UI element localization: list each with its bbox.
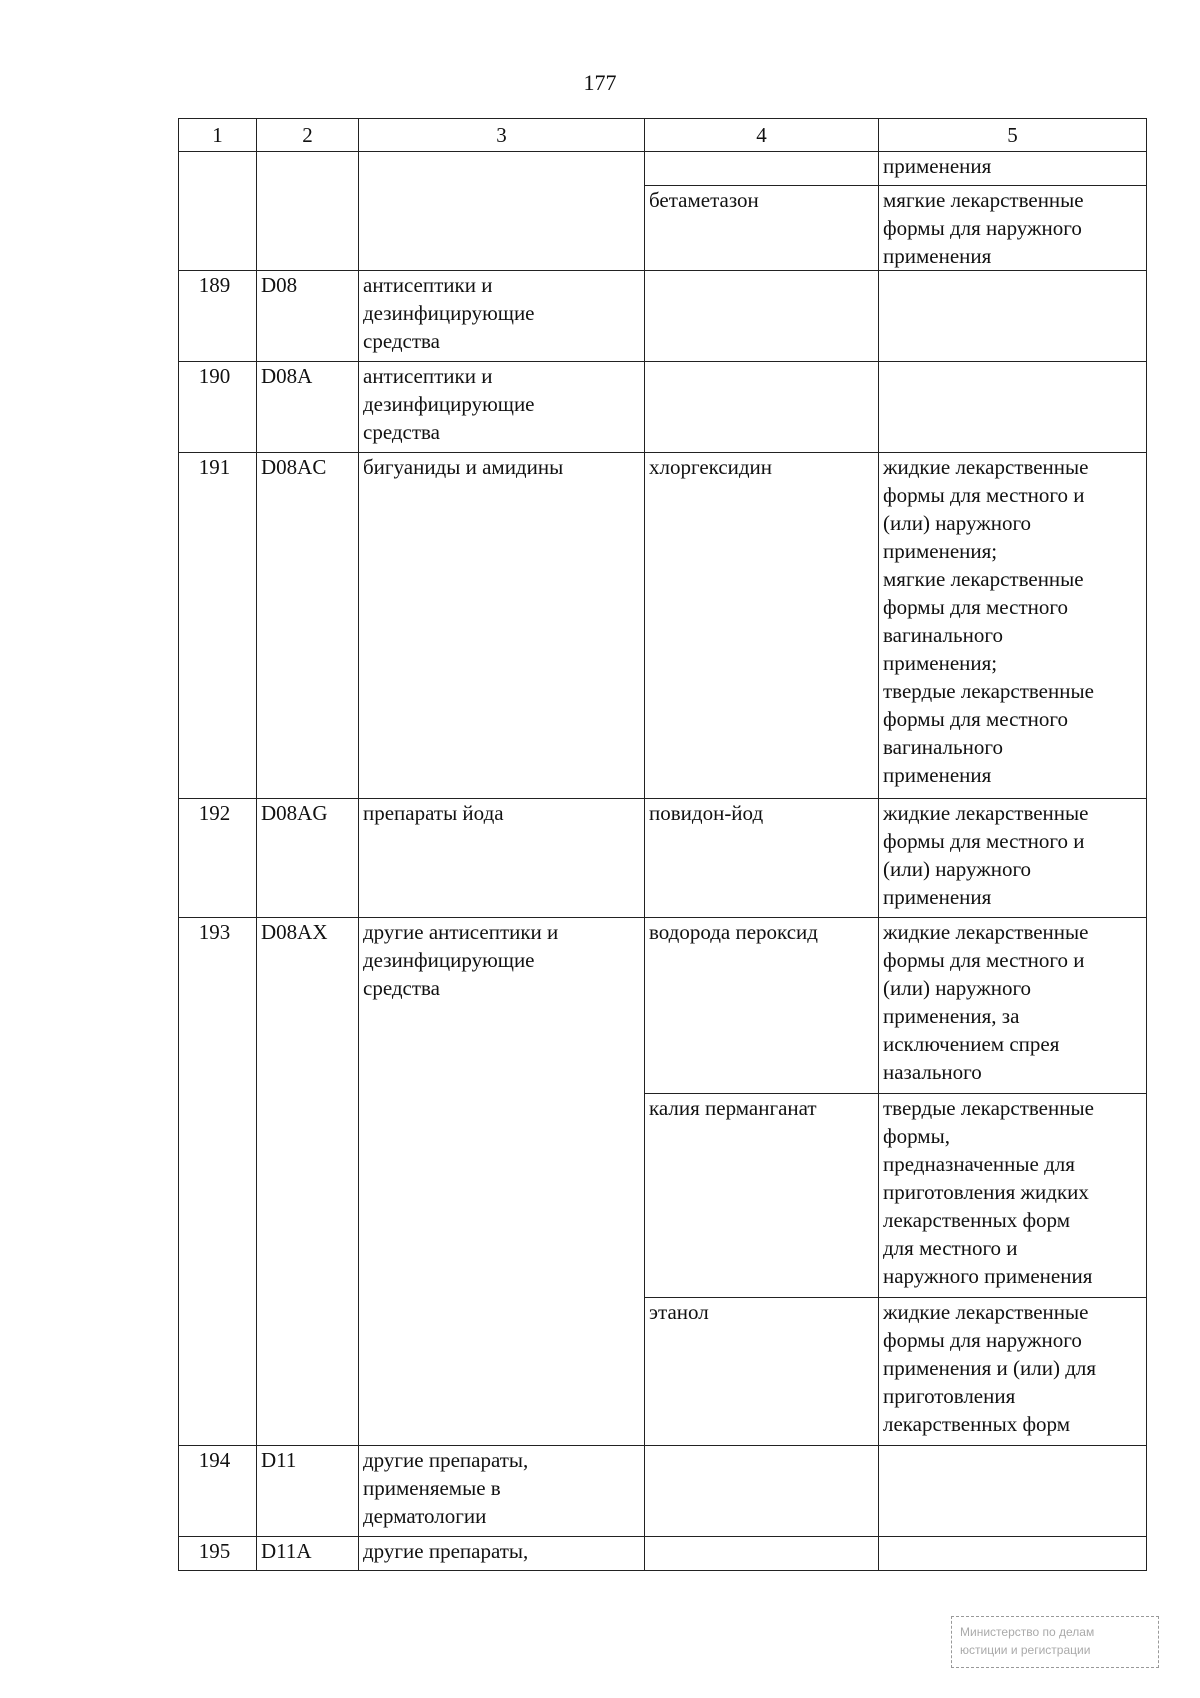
drug-name: этанол	[645, 1298, 879, 1446]
drug-name: калия перманганат	[645, 1094, 879, 1298]
dosage-form	[879, 1446, 1147, 1537]
dosage-form: жидкие лекарственные формы для местного и (или) наружного применения, за исключением спрея назального	[879, 918, 1147, 1094]
atc-group-name: другие препараты, применяемые в дерматологии	[359, 1446, 645, 1537]
atc-code: D11	[257, 1446, 359, 1537]
row-number: 194	[179, 1446, 257, 1537]
drug-name	[645, 1446, 879, 1537]
drug-name	[645, 1537, 879, 1571]
row-number: 190	[179, 362, 257, 453]
table-row	[179, 799, 1147, 918]
drug-name: хлоргексидин	[645, 453, 879, 799]
atc-code: D08AG	[257, 799, 359, 918]
row-number: 192	[179, 799, 257, 918]
dosage-form	[879, 271, 1147, 362]
header-col-2: 2	[257, 119, 359, 152]
atc-group-name: другие антисептики и дезинфицирующие средства	[359, 918, 645, 1446]
row-number	[179, 152, 257, 271]
header-col-4: 4	[645, 119, 879, 152]
atc-group-name: антисептики и дезинфицирующие средства	[359, 271, 645, 362]
drug-name	[645, 152, 879, 186]
medicines-table	[178, 118, 1147, 1571]
table-row	[179, 362, 1147, 453]
dosage-form: жидкие лекарственные формы для наружного применения и (или) для приготовления лекарственных форм	[879, 1298, 1147, 1446]
atc-group-name: другие препараты,	[359, 1537, 645, 1571]
drug-name: бетаметазон	[645, 186, 879, 271]
drug-name	[645, 362, 879, 453]
row-number: 193	[179, 918, 257, 1446]
atc-group-name: антисептики и дезинфицирующие средства	[359, 362, 645, 453]
table-row	[179, 1446, 1147, 1537]
dosage-form: мягкие лекарственные формы для наружного применения	[879, 186, 1147, 271]
atc-code: D08	[257, 271, 359, 362]
row-number: 195	[179, 1537, 257, 1571]
atc-code	[257, 152, 359, 271]
dosage-form: применения	[879, 152, 1147, 186]
header-col-3: 3	[359, 119, 645, 152]
page-number: 177	[583, 70, 617, 95]
atc-group-name: бигуаниды и амидины	[359, 453, 645, 799]
registration-stamp	[951, 1616, 1159, 1668]
dosage-form	[879, 362, 1147, 453]
drug-name: повидон-йод	[645, 799, 879, 918]
atc-group-name: препараты йода	[359, 799, 645, 918]
stamp-line-1: Министерство по делам	[960, 1625, 1095, 1639]
table-row	[179, 1537, 1147, 1571]
header-col-1: 1	[179, 119, 257, 152]
drug-name	[645, 271, 879, 362]
atc-code: D08A	[257, 362, 359, 453]
table-row	[179, 152, 1147, 186]
drug-name: водорода пероксид	[645, 918, 879, 1094]
atc-code: D11A	[257, 1537, 359, 1571]
dosage-form	[879, 1537, 1147, 1571]
dosage-form: жидкие лекарственные формы для местного и (или) наружного применения	[879, 799, 1147, 918]
table-header-row	[179, 119, 1147, 152]
header-col-5: 5	[879, 119, 1147, 152]
table-row	[179, 453, 1147, 799]
row-number: 189	[179, 271, 257, 362]
dosage-form: твердые лекарственные формы, предназначенные для приготовления жидких лекарственных форм для местного и наружного применения	[879, 1094, 1147, 1298]
atc-code: D08AC	[257, 453, 359, 799]
atc-code: D08AX	[257, 918, 359, 1446]
row-number: 191	[179, 453, 257, 799]
dosage-form: жидкие лекарственные формы для местного и (или) наружного применения; мягкие лекарственные формы для местного вагинального применения; твердые лекарственные формы для местного вагинального применения	[879, 453, 1147, 799]
table-row	[179, 271, 1147, 362]
table-row	[179, 918, 1147, 1094]
stamp-line-2: юстиции и регистрации	[960, 1643, 1091, 1657]
atc-group-name	[359, 152, 645, 271]
